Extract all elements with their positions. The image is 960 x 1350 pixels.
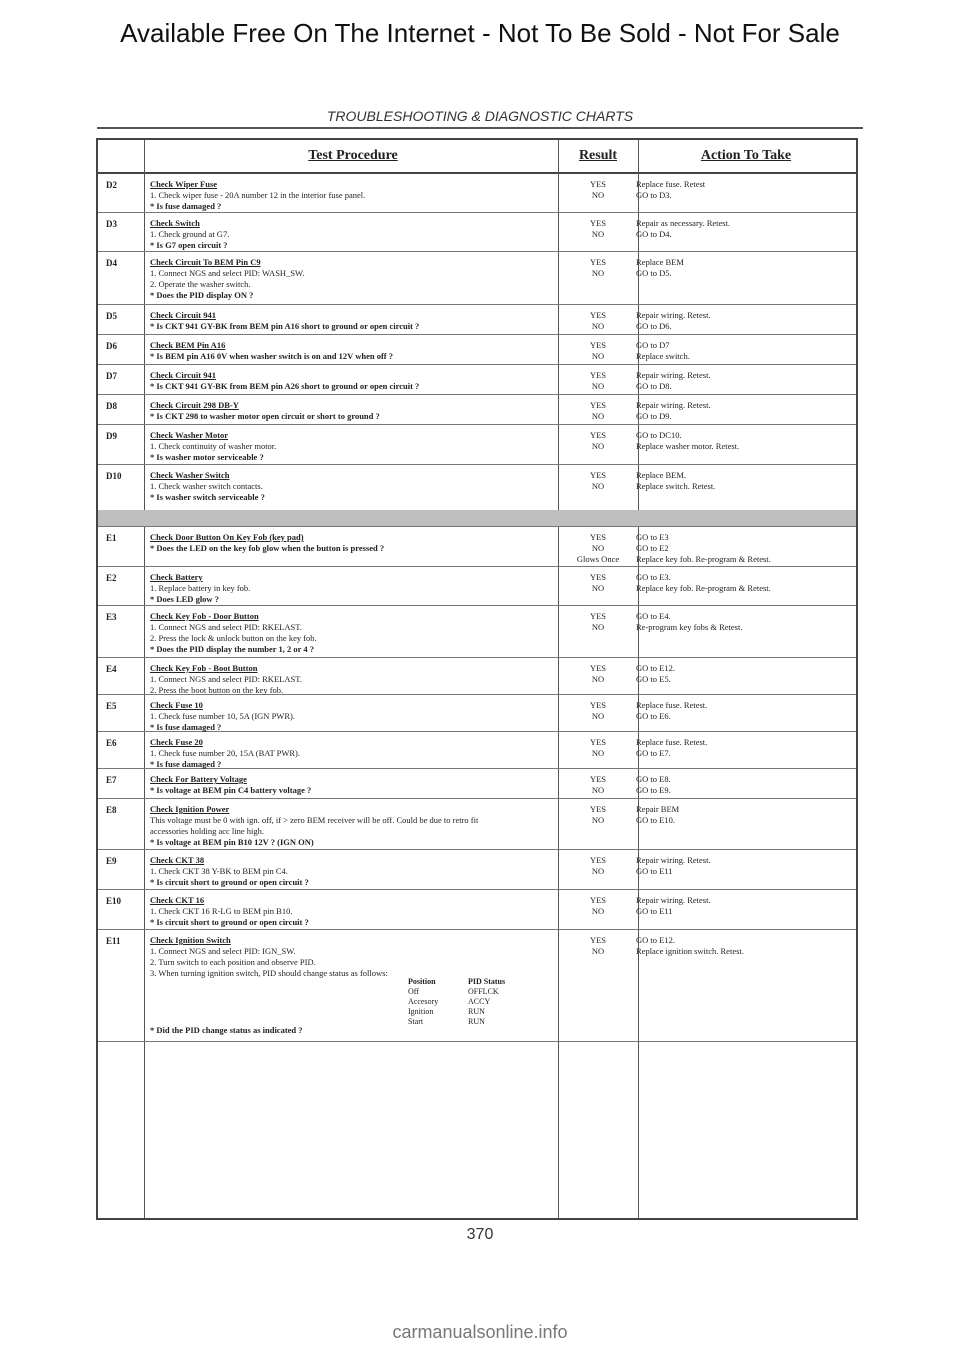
result-cell <box>558 179 638 201</box>
procedure-question: * Is fuse damaged ? <box>150 759 222 769</box>
action-value: Repair wiring. Retest. <box>636 855 711 865</box>
procedure-title: Check Circuit 941 <box>150 310 216 320</box>
result-value: YES <box>589 370 607 380</box>
action-value: GO to E6. <box>636 711 671 721</box>
procedure-question: * Is washer motor serviceable ? <box>150 452 264 462</box>
action-value: Replace BEM <box>636 257 684 267</box>
action-cell <box>636 218 846 240</box>
result-value: YES <box>589 700 607 710</box>
table-row <box>98 605 856 658</box>
action-cell <box>636 855 846 877</box>
footer-watermark: carmanualsonline.info <box>392 1322 568 1342</box>
table-row <box>98 929 856 1042</box>
procedure-title: Check Circuit 941 <box>150 370 216 380</box>
result-value: NO <box>591 622 605 632</box>
result-cell <box>558 855 638 877</box>
procedure-step: 1. Check fuse number 20, 15A (BAT PWR). <box>150 748 300 758</box>
procedure-question: * Is fuse damaged ? <box>150 722 222 732</box>
pid-status: RUN <box>468 1017 485 1026</box>
action-value: Replace fuse. Retest. <box>636 737 708 747</box>
table-row <box>98 251 856 305</box>
action-value: GO to D3. <box>636 190 672 200</box>
procedure-title: Check For Battery Voltage <box>150 774 247 784</box>
test-procedure <box>150 663 560 696</box>
table-row <box>98 526 856 567</box>
procedure-title: Check CKT 38 <box>150 855 205 865</box>
result-value: NO <box>591 351 605 361</box>
action-cell <box>636 470 846 492</box>
pid-status: ACCY <box>468 997 491 1006</box>
pid-status-table <box>408 977 558 1027</box>
action-value: Repair BEM <box>636 804 680 814</box>
step-code: E10 <box>106 896 122 906</box>
procedure-step: 1. Check washer switch contacts. <box>150 481 263 491</box>
procedure-question: * Does the PID display the number 1, 2 or 4 ? <box>150 644 315 654</box>
procedure-title: Check Ignition Switch <box>150 935 231 945</box>
title-rule <box>97 127 863 129</box>
test-procedure <box>150 895 560 928</box>
procedure-title: Check Circuit To BEM Pin C9 <box>150 257 261 267</box>
result-value: YES <box>589 340 607 350</box>
test-procedure <box>150 257 560 301</box>
chart-header <box>98 140 856 174</box>
result-value: NO <box>591 190 605 200</box>
table-row <box>98 768 856 799</box>
table-row <box>98 212 856 252</box>
result-value: YES <box>589 179 607 189</box>
procedure-step: 1. Connect NGS and select PID: WASH_SW. <box>150 268 305 278</box>
procedure-title: Check Key Fob - Door Button <box>150 611 259 621</box>
result-value: NO <box>591 906 605 916</box>
result-cell <box>558 370 638 392</box>
action-value: Replace washer motor. Retest. <box>636 441 740 451</box>
action-value: Repair wiring. Retest. <box>636 370 711 380</box>
action-value: Replace BEM. <box>636 470 687 480</box>
result-cell <box>558 663 638 685</box>
result-value: YES <box>589 572 607 582</box>
step-code: D3 <box>106 219 117 229</box>
result-value: NO <box>591 543 605 553</box>
procedure-title: Check CKT 16 <box>150 895 205 905</box>
action-cell <box>636 430 846 452</box>
test-procedure <box>150 179 560 212</box>
procedure-question: * Is circuit short to ground or open circuit ? <box>150 917 309 927</box>
procedure-question: * Is voltage at BEM pin C4 battery voltage ? <box>150 785 312 795</box>
procedure-title: Check Circuit 298 DB-Y <box>150 400 239 410</box>
pid-header-position: Position <box>408 977 436 986</box>
procedure-question: * Does the PID display ON ? <box>150 290 254 300</box>
action-value: Replace switch. <box>636 351 690 361</box>
test-procedure <box>150 370 560 392</box>
procedure-step: 2. Press the boot button on the key fob. <box>150 685 284 695</box>
pid-position: Accesory <box>408 997 439 1006</box>
procedure-title: Check Wiper Fuse <box>150 179 218 189</box>
result-value: NO <box>591 785 605 795</box>
action-value: Replace fuse. Retest. <box>636 700 708 710</box>
action-cell <box>636 737 846 759</box>
action-value: Replace switch. Retest. <box>636 481 716 491</box>
table-row <box>98 394 856 425</box>
action-cell <box>636 572 846 594</box>
action-value: GO to DC10. <box>636 430 682 440</box>
table-row <box>98 464 856 511</box>
action-value: GO to D4. <box>636 229 672 239</box>
step-code: E1 <box>106 533 117 543</box>
procedure-note: accessories holding acc line high. <box>150 826 265 836</box>
test-procedure <box>150 470 560 503</box>
procedure-question: * Is CKT 298 to washer motor open circuit or short to ground ? <box>150 411 380 421</box>
test-procedure <box>150 532 560 554</box>
action-value: GO to E3 <box>636 532 669 542</box>
result-value: NO <box>591 674 605 684</box>
result-value: NO <box>591 381 605 391</box>
procedure-title: Check Battery <box>150 572 203 582</box>
table-row <box>98 731 856 769</box>
action-value: GO to E11 <box>636 866 673 876</box>
procedure-step: 1. Replace battery in key fob. <box>150 583 251 593</box>
result-value: NO <box>591 866 605 876</box>
test-procedure <box>150 774 560 796</box>
action-value: GO to D6. <box>636 321 672 331</box>
procedure-step: 1. Check fuse number 10, 5A (IGN PWR). <box>150 711 295 721</box>
result-value: YES <box>589 737 607 747</box>
pid-status: OFFLCK <box>468 987 499 996</box>
table-row <box>98 889 856 930</box>
procedure-question: * Does the LED on the key fob glow when the button is pressed ? <box>150 543 385 553</box>
procedure-note: This voltage must be 0 with ign. off, if > zero BEM receiver will be off. Could be due to retro fit <box>150 815 479 825</box>
step-code: E6 <box>106 738 117 748</box>
test-procedure <box>150 700 560 733</box>
result-value: YES <box>589 663 607 673</box>
procedure-question: * Is voltage at BEM pin B10 12V ? (IGN ON) <box>150 837 314 847</box>
result-value: YES <box>589 611 607 621</box>
procedure-title: Check Ignition Power <box>150 804 230 814</box>
action-value: GO to E10. <box>636 815 675 825</box>
test-procedure <box>150 218 560 251</box>
action-value: Repair wiring. Retest. <box>636 400 711 410</box>
procedure-question: * Is CKT 941 GY-BK from BEM pin A16 short to ground or open circuit ? <box>150 321 420 331</box>
action-value: GO to E12. <box>636 935 675 945</box>
section-title: TROUBLESHOOTING & DIAGNOSTIC CHARTS <box>326 108 634 124</box>
result-value: YES <box>589 804 607 814</box>
action-value: Re-program key fobs & Retest. <box>636 622 743 632</box>
step-code: D6 <box>106 341 117 351</box>
header-test-procedure: Test Procedure <box>308 148 398 163</box>
procedure-title: Check Switch <box>150 218 200 228</box>
procedure-title: Check Fuse 10 <box>150 700 203 710</box>
test-procedure <box>150 572 560 605</box>
table-row <box>98 173 856 213</box>
action-value: GO to E8. <box>636 774 671 784</box>
result-value: YES <box>589 774 607 784</box>
result-cell <box>558 935 638 957</box>
result-value: YES <box>589 470 607 480</box>
pid-table-row <box>408 1017 558 1027</box>
result-value: YES <box>589 310 607 320</box>
result-cell <box>558 737 638 759</box>
test-procedure <box>150 737 560 770</box>
action-cell <box>636 532 846 565</box>
pid-table-row <box>408 997 558 1007</box>
action-cell <box>636 774 846 796</box>
result-value: YES <box>589 895 607 905</box>
table-row <box>98 424 856 465</box>
diagnostic-chart <box>96 138 858 1220</box>
result-cell <box>558 218 638 240</box>
result-cell <box>558 611 638 633</box>
action-cell <box>636 257 846 279</box>
procedure-step: 1. Connect NGS and select PID: RKELAST. <box>150 674 302 684</box>
step-code: E9 <box>106 856 117 866</box>
action-value: Repair wiring. Retest. <box>636 895 711 905</box>
action-cell <box>636 400 846 422</box>
step-code: D9 <box>106 431 117 441</box>
pid-position: Start <box>408 1017 424 1026</box>
table-row <box>98 657 856 695</box>
action-cell <box>636 310 846 332</box>
result-cell <box>558 470 638 492</box>
action-cell <box>636 340 846 362</box>
pid-status: RUN <box>468 1007 485 1016</box>
action-value: GO to D9. <box>636 411 672 421</box>
result-value: YES <box>589 532 607 542</box>
result-cell <box>558 532 638 565</box>
section-separator <box>98 510 856 527</box>
procedure-title: Check Fuse 20 <box>150 737 203 747</box>
result-cell <box>558 400 638 422</box>
test-procedure <box>150 310 560 332</box>
action-value: GO to E3. <box>636 572 671 582</box>
test-procedure <box>150 935 560 979</box>
result-cell <box>558 774 638 796</box>
pid-position: Ignition <box>408 1007 434 1016</box>
header-action: Action To Take <box>700 148 792 163</box>
procedure-question: * Is G7 open circuit ? <box>150 240 228 250</box>
header-result: Result <box>578 148 618 163</box>
action-cell <box>636 611 846 633</box>
result-value: NO <box>591 411 605 421</box>
procedure-title: Check Washer Switch <box>150 470 230 480</box>
procedure-step: 1. Check CKT 16 R-LG to BEM pin B10. <box>150 906 293 916</box>
procedure-title: Check Door Button On Key Fob (key pad) <box>150 532 304 542</box>
step-code: E11 <box>106 936 121 946</box>
action-cell <box>636 895 846 917</box>
table-row <box>98 304 856 335</box>
table-row <box>98 364 856 395</box>
result-cell <box>558 430 638 452</box>
result-cell <box>558 257 638 279</box>
result-value: NO <box>591 441 605 451</box>
procedure-step: 2. Operate the washer switch. <box>150 279 251 289</box>
table-row <box>98 566 856 606</box>
result-value: YES <box>589 855 607 865</box>
step-code: E4 <box>106 664 117 674</box>
pid-table-row <box>408 987 558 997</box>
result-value: YES <box>589 257 607 267</box>
procedure-title: Check Washer Motor <box>150 430 229 440</box>
procedure-step: 1. Connect NGS and select PID: IGN_SW. <box>150 946 296 956</box>
step-code: E5 <box>106 701 117 711</box>
action-value: Replace fuse. Retest <box>636 179 706 189</box>
result-cell <box>558 572 638 594</box>
distribution-banner: Available Free On The Internet - Not To Be Sold - Not For Sale <box>120 18 840 48</box>
procedure-question: * Did the PID change status as indicated ? <box>150 1025 303 1035</box>
result-value: NO <box>591 321 605 331</box>
action-value: GO to E7. <box>636 748 671 758</box>
table-row <box>98 849 856 890</box>
result-value: YES <box>589 935 607 945</box>
procedure-title: Check Key Fob - Boot Button <box>150 663 258 673</box>
procedure-step: 1. Check continuity of washer motor. <box>150 441 277 451</box>
result-value: NO <box>591 815 605 825</box>
action-cell <box>636 935 846 957</box>
procedure-question: * Is fuse damaged ? <box>150 201 222 211</box>
action-cell <box>636 179 846 201</box>
result-value: NO <box>591 748 605 758</box>
result-value: NO <box>591 481 605 491</box>
action-value: Replace ignition switch. Retest. <box>636 946 744 956</box>
result-cell <box>558 804 638 826</box>
procedure-question: * Does LED glow ? <box>150 594 219 604</box>
action-value: Repair as necessary. Retest. <box>636 218 731 228</box>
procedure-step: 1. Check ground at G7. <box>150 229 230 239</box>
action-value: GO to E12. <box>636 663 675 673</box>
result-cell <box>558 700 638 722</box>
action-value: GO to E9. <box>636 785 671 795</box>
step-code: D5 <box>106 311 117 321</box>
pid-header-status: PID Status <box>468 977 506 986</box>
result-value: NO <box>591 268 605 278</box>
step-code: D8 <box>106 401 117 411</box>
action-value: GO to E2 <box>636 543 669 553</box>
result-value: YES <box>589 400 607 410</box>
procedure-question: * Is BEM pin A16 0V when washer switch is on and 12V when off ? <box>150 351 394 361</box>
result-value: NO <box>591 229 605 239</box>
test-procedure <box>150 804 560 848</box>
step-code: E3 <box>106 612 117 622</box>
action-value: Replace key fob. Re-program & Retest. <box>636 554 771 564</box>
result-cell <box>558 340 638 362</box>
step-code: D10 <box>106 471 122 481</box>
pid-table-row <box>408 1007 558 1017</box>
result-cell <box>558 310 638 332</box>
result-value: NO <box>591 946 605 956</box>
procedure-step: 3. When turning ignition switch, PID should change status as follows: <box>150 968 388 978</box>
action-value: GO to E4. <box>636 611 671 621</box>
action-value: Repair wiring. Retest. <box>636 310 711 320</box>
procedure-step: 2. Press the lock & unlock button on the key fob. <box>150 633 317 643</box>
result-value: Glows Once <box>576 554 620 564</box>
result-value: YES <box>589 218 607 228</box>
pid-position: Off <box>408 987 419 996</box>
result-value: YES <box>589 430 607 440</box>
result-cell <box>558 895 638 917</box>
action-value: GO to D7 <box>636 340 670 350</box>
test-procedure <box>150 340 560 362</box>
procedure-step: 2. Turn switch to each position and observe PID. <box>150 957 316 967</box>
procedure-step: 1. Check CKT 38 Y-BK to BEM pin C4. <box>150 866 288 876</box>
step-code: D2 <box>106 180 117 190</box>
test-procedure <box>150 855 560 888</box>
table-row <box>98 334 856 365</box>
action-value: GO to E11 <box>636 906 673 916</box>
step-code: E2 <box>106 573 117 583</box>
procedure-step: 1. Check wiper fuse - 20A number 12 in the interior fuse panel. <box>150 190 366 200</box>
table-row <box>98 694 856 732</box>
step-code: E8 <box>106 805 117 815</box>
test-procedure <box>150 400 560 422</box>
result-value: NO <box>591 583 605 593</box>
procedure-title: Check BEM Pin A16 <box>150 340 226 350</box>
action-value: GO to E5. <box>636 674 671 684</box>
page-number: 370 <box>466 1226 494 1243</box>
step-code: D4 <box>106 258 117 268</box>
test-procedure <box>150 611 560 655</box>
procedure-step: 1. Connect NGS and select PID: RKELAST. <box>150 622 302 632</box>
step-code: D7 <box>106 371 117 381</box>
procedure-question: * Is circuit short to ground or open circuit ? <box>150 877 309 887</box>
action-cell <box>636 804 846 826</box>
test-procedure <box>150 430 560 463</box>
table-row <box>98 798 856 850</box>
procedure-question: * Is washer switch serviceable ? <box>150 492 265 502</box>
action-value: GO to D8. <box>636 381 672 391</box>
step-code: E7 <box>106 775 117 785</box>
action-cell <box>636 370 846 392</box>
action-value: Replace key fob. Re-program & Retest. <box>636 583 771 593</box>
action-cell <box>636 700 846 722</box>
result-value: NO <box>591 711 605 721</box>
action-value: GO to D5. <box>636 268 672 278</box>
action-cell <box>636 663 846 685</box>
procedure-question: * Is CKT 941 GY-BK from BEM pin A26 short to ground or open circuit ? <box>150 381 420 391</box>
